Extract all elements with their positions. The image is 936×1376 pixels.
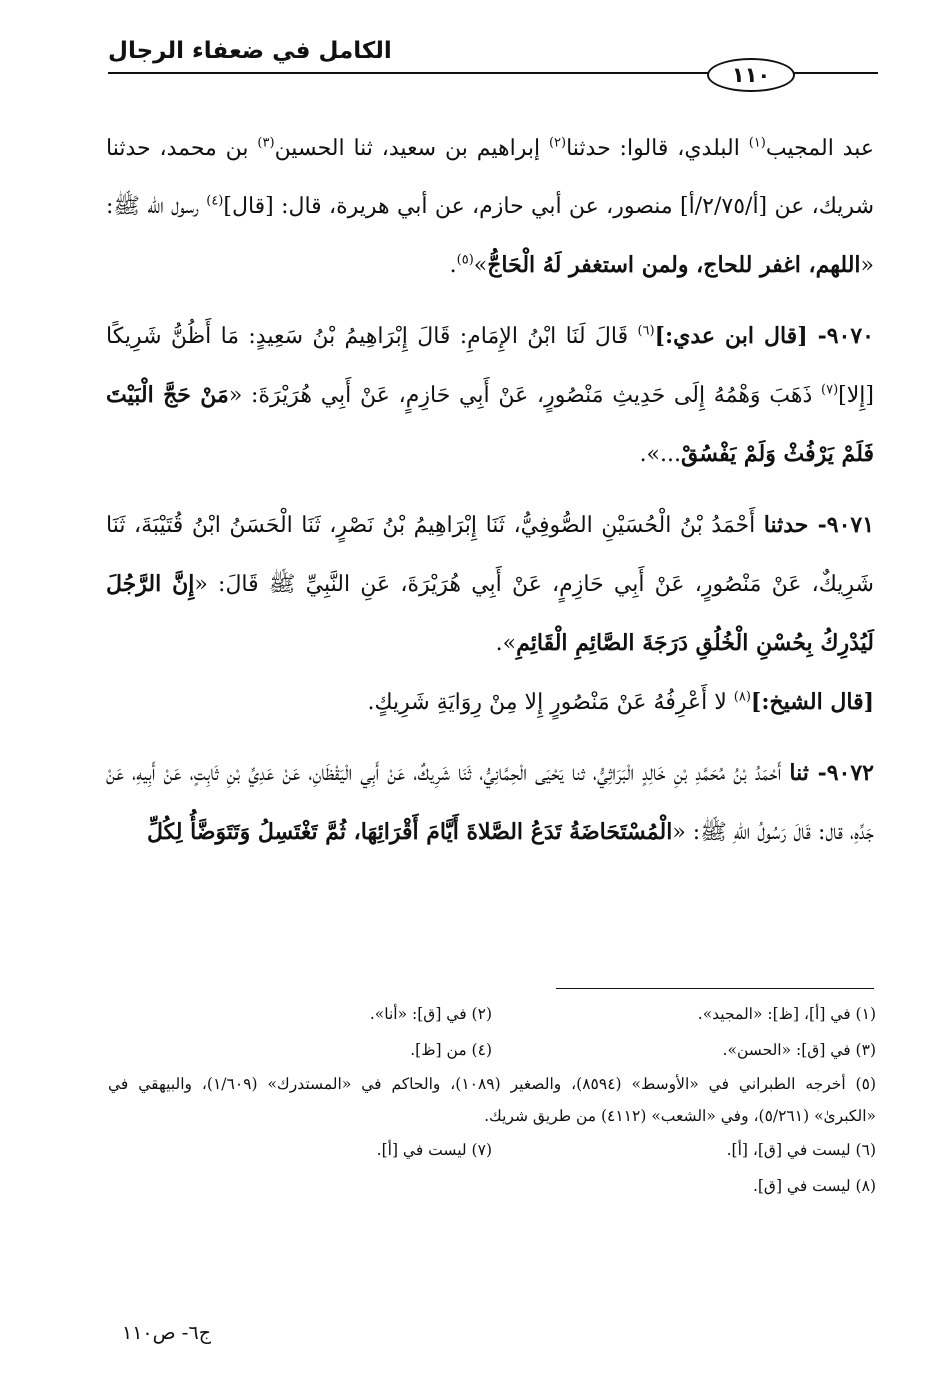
footnote-3: (٣) في [ق]: «الحسن». <box>722 1041 876 1059</box>
footnote-marker: (٢) <box>548 135 567 151</box>
text-run: أَحْمَدُ بْنُ الْحُسَيْنِ الصُّوفِيُّ، ثَنَا إِبْرَاهِيمُ بْنُ نَصْرٍ، ثَنَا الْحَسَنُ ابْنُ قُتَيْبَةَ، ثَنَا شَرِيكٌ، عَنْ مَنْصُورٍ، عَنْ أَبِي حَازِمٍ، عَنْ أَبِي هُرَيْرَةَ، عَنِ النَّبِيِّ ﷺ قَالَ: « <box>106 513 874 597</box>
footnote-marker: (٤) <box>206 193 224 209</box>
footnote-marker: (٥) <box>456 252 474 268</box>
page-number-badge: ١١٠ <box>707 58 795 92</box>
text-run: ». <box>495 631 517 656</box>
running-header-title: الكامل في ضعفاء الرجال <box>108 38 392 64</box>
footnote-marker: (١) <box>748 135 766 151</box>
footnote-4: (٤) من [ظ]. <box>410 1041 492 1059</box>
bold-text: [قال الشيخ:] <box>750 689 874 715</box>
footnote-6: (٦) ليست في [ق]، [أ]. <box>726 1141 876 1159</box>
footnote-marker: (٦) <box>637 323 655 339</box>
footnote-marker: (٧) <box>821 382 839 398</box>
text-run: عبد المجيب <box>765 136 874 161</box>
text-run: ...». <box>639 442 681 467</box>
bold-text: مَنْ حَجَّ الْبَيْتَ فَلَمْ يَرْفُثْ وَلَمْ يَفْسُقْ <box>106 382 874 467</box>
footnote-marker: (٣) <box>257 135 275 151</box>
text-run: . <box>449 253 457 278</box>
footnote-1: (١) في [أ]، [ظ]: «المجيد». <box>697 1005 876 1023</box>
footnote-8-row <box>108 1168 876 1204</box>
text-run: لا أَعْرِفُهُ عَنْ مَنْصُورٍ إِلا مِنْ رِوَايَةِ شَرِيكٍ. <box>367 690 734 715</box>
text-run: البلدي، قالوا: حدثنا <box>566 136 749 161</box>
bold-text: إِنَّ الرَّجُلَ لَيُدْرِكُ بِحُسْنِ الْخُلُقِ دَرَجَةَ الصَّائِمِ الْقَائِمِ <box>106 571 874 656</box>
text-run: بن محمد، حدثنا شريك، عن [أ/٢/٧٥/أ] منصور، عن أبي حازم، عن أبي هريرة، قال: [قال] <box>106 136 874 219</box>
text-run: » <box>473 253 488 278</box>
text-run: إبراهيم بن سعيد، ثنا الحسين <box>274 136 549 161</box>
footnote-row <box>108 1032 876 1068</box>
footnotes <box>108 996 876 1204</box>
text-run: أَحْمَدُ بْنُ مُحَمَّدِ بْنِ خَالِدٍ الْبَرَاثِيُّ، ثنا يَحْيَى الْحِمَّانِيُّ، ثَنَا شَرِيكٌ، عَنْ أَبِي الْيَقْظَانِ، عَنْ عَدِيِّ بْنِ ثَابِتٍ، عَنْ أَبِيهِ، عَنْ جَدِّهِ، قال: قَالَ رَسُولُ اللهِ ﷺ: « <box>106 761 874 845</box>
footnote-divider <box>556 988 874 989</box>
text-run: قَالَ لَنَا ابْنُ الإِمَامِ: قَالَ إِبْرَاهِيمُ بْنُ سَعِيدٍ: مَا أَظُنُّ شَرِيكًا [إِلا] <box>106 324 874 408</box>
footnote-marker: (٨) <box>733 689 751 705</box>
paragraph <box>106 744 874 862</box>
bold-text: الْمُسْتَحَاضَةُ تَدَعُ الصَّلاةَ أَيَّامَ أَقْرَائِهَا، ثُمَّ تَغْتَسِلُ وَتَتَوَضَّأُ لِكُلِّ <box>146 819 673 845</box>
paragraph <box>106 496 874 673</box>
bold-text: ٩٠٧٠- [قال ابن عدي:] <box>654 323 874 349</box>
paragraph <box>106 307 874 484</box>
footnote-2: (٢) في [ق]: «أنا». <box>369 1005 492 1023</box>
paragraph <box>106 673 874 732</box>
footnote-5: (٥) أخرجه الطبراني في «الأوسط» (٨٥٩٤)، والصغير (١٠٨٩)، والحاكم في «المستدرك» (١/٦٠٩)، والبيهقي في «الكبرىٰ» (٥/٢٦١)، وفي «الشعب» (٤١١٢) من طريق شريك. <box>108 1075 876 1125</box>
text-run: رسول الله ﷺ: « <box>106 194 874 278</box>
text-run: ذَهَبَ وَهْمُهُ إِلَى حَدِيثِ مَنْصُورٍ، عَنْ أَبِي حَازِمٍ، عَنْ أَبِي هُرَيْرَةَ: « <box>228 383 822 408</box>
page-reference: ج٦- ص١١٠ <box>122 1322 211 1344</box>
paragraph <box>106 120 874 295</box>
bold-text: اللهم، اغفر للحاج، ولمن استغفر لَهُ الْحَاجُّ <box>487 252 861 278</box>
footnote-row <box>108 1132 876 1168</box>
footnote-row <box>108 996 876 1032</box>
main-text <box>106 120 874 862</box>
bold-text: ٩٠٧١- حدثنا <box>763 512 875 538</box>
footnote-8: (٨) ليست في [ق]. <box>752 1177 876 1195</box>
footnote-7: (٧) ليست في [أ]. <box>376 1141 492 1159</box>
bold-text: ٩٠٧٢- ثنا <box>789 760 874 786</box>
